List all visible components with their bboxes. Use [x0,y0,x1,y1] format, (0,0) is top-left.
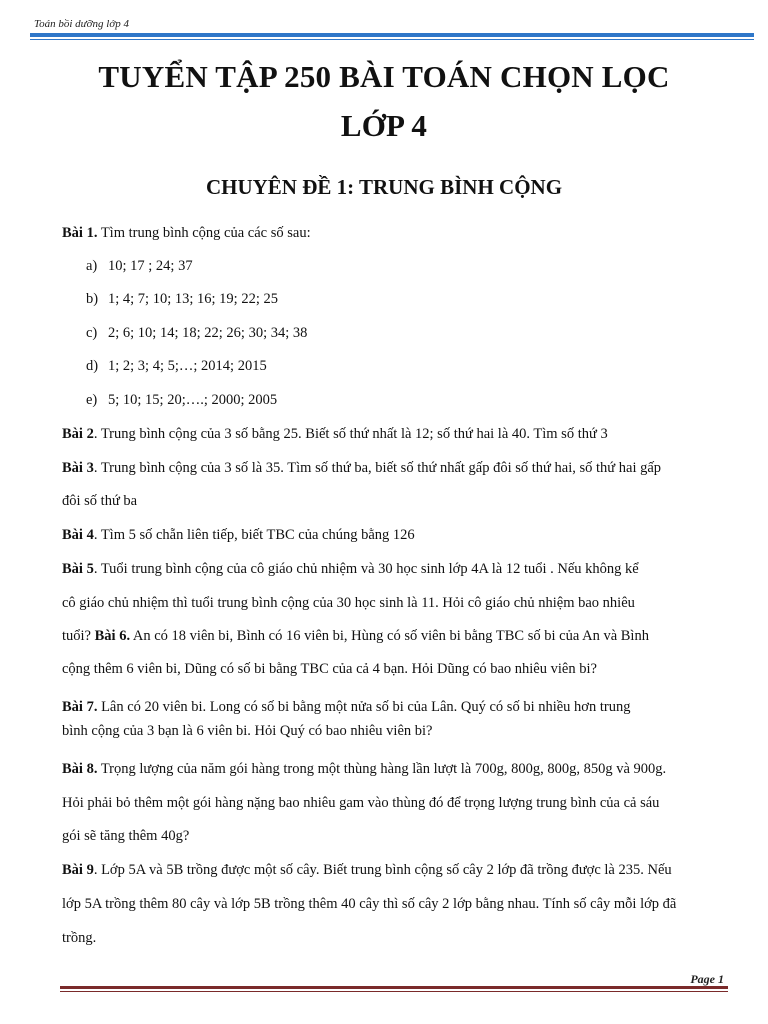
problem-7 [62,699,728,716]
list-item [86,291,278,308]
problem-1 [62,225,728,242]
problem-9-cont: lớp 5A trồng thêm 80 cây và lớp 5B trồng thêm 40 cây thì số cây 2 lớp bằng nhau. Tính số cây mỗi lớp đã [62,896,677,912]
list-item [86,358,267,375]
list-item-label: b) [86,291,99,307]
problem-label: Bài 4 [62,527,94,543]
problem-5 [62,561,728,578]
list-item [86,258,193,275]
list-item-text: 1; 2; 3; 4; 5;…; 2014; 2015 [108,358,267,374]
problem-text: Trọng lượng của năm gói hàng trong một thùng hàng lần lượt là 700g, 800g, 800g, 850g và 900g. [97,761,667,777]
problem-9-cont2: trồng. [62,930,97,946]
problem-text: Tìm trung bình cộng của các số sau: [97,225,311,241]
problem-label: Bài 8. [62,761,98,777]
problem-label: Bài 7. [62,699,98,715]
problem-text: . Tìm 5 số chẵn liên tiếp, biết TBC của chúng bằng 126 [93,527,415,543]
page-number: Page 1 [690,972,724,986]
section-title: CHUYÊN ĐỀ 1: TRUNG BÌNH CỘNG [205,175,563,199]
footer-rule-thin [60,991,728,992]
problem-label: Bài 3 [62,460,94,476]
problem-text: . Trung bình cộng của 3 số là 35. Tìm số thứ ba, biết số thứ nhất gấp đôi số thứ hai, số thứ hai gấp [93,460,662,476]
list-item [86,392,277,409]
list-item-text: 10; 17 ; 24; 37 [108,258,193,274]
problem-text: tuổi? [62,628,95,644]
problem-3 [62,460,728,477]
problem-8-cont: Hỏi phải bỏ thêm một gói hàng nặng bao nhiêu gam vào thùng đó để trọng lượng trung bình của cả sáu [62,795,660,811]
problem-text: . Lớp 5A và 5B trồng được một số cây. Biết trung bình cộng số cây 2 lớp đã trồng được là 235. Nếu [93,862,672,878]
header-rule [30,33,754,37]
list-item-text: 1; 4; 7; 10; 13; 16; 19; 22; 25 [108,291,278,307]
problem-4 [62,527,728,544]
problem-9 [62,862,728,879]
list-item [86,325,307,342]
problem-label: Bài 1. [62,225,98,241]
problem-8-cont2: gói sẽ tăng thêm 40g? [62,828,190,844]
problem-text: . Trung bình cộng của 3 số bằng 25. Biết số thứ nhất là 12; số thứ hai là 40. Tìm số thứ 3 [93,426,608,442]
list-item-label: c) [86,325,98,341]
problem-6 [62,628,728,645]
list-item-label: a) [86,258,98,274]
header-text: Toán bồi dưỡng lớp 4 [34,18,129,30]
footer-rule [60,986,728,989]
problem-6-cont: cộng thêm 6 viên bi, Dũng có số bi bằng TBC của cả 4 bạn. Hỏi Dũng có bao nhiêu viên bi? [62,661,597,677]
problem-label: Bài 6. [94,628,131,644]
problem-text: An có 18 viên bi, Bình có 16 viên bi, Hùng có số viên bi bằng TBC số bi của An và Bình [130,628,649,644]
list-item-label: e) [86,392,98,408]
problem-text: . Tuổi trung bình cộng của cô giáo chủ nhiệm và 30 học sinh lớp 4A là 12 tuổi . Nếu không kể [93,561,639,577]
document-title-line1: TUYỂN TẬP 250 BÀI TOÁN CHỌN LỌC [98,59,670,94]
list-item-text: 2; 6; 10; 14; 18; 22; 26; 30; 34; 38 [108,325,308,341]
document-title-line2: LỚP 4 [340,108,428,143]
problem-7-cont: bình cộng của 3 bạn là 6 viên bi. Hỏi Quý có bao nhiêu viên bi? [62,723,433,739]
problem-2 [62,426,728,443]
list-item-text: 5; 10; 15; 20;….; 2000; 2005 [108,392,278,408]
problem-3-cont: đôi số thứ ba [62,493,138,509]
problem-label: Bài 5 [62,561,94,577]
problem-8 [62,761,728,778]
problem-label: Bài 9 [62,862,94,878]
header-rule-thin [30,39,754,40]
list-item-label: d) [86,358,99,374]
problem-text: Lân có 20 viên bi. Long có số bi bằng một nửa số bi của Lân. Quý có số bi nhiều hơn trung [97,699,631,715]
problem-label: Bài 2 [62,426,94,442]
problem-5-cont: cô giáo chủ nhiệm thì tuổi trung bình cộng của 30 học sinh là 11. Hỏi cô giáo chủ nhiệm bao nhiêu [62,595,635,611]
